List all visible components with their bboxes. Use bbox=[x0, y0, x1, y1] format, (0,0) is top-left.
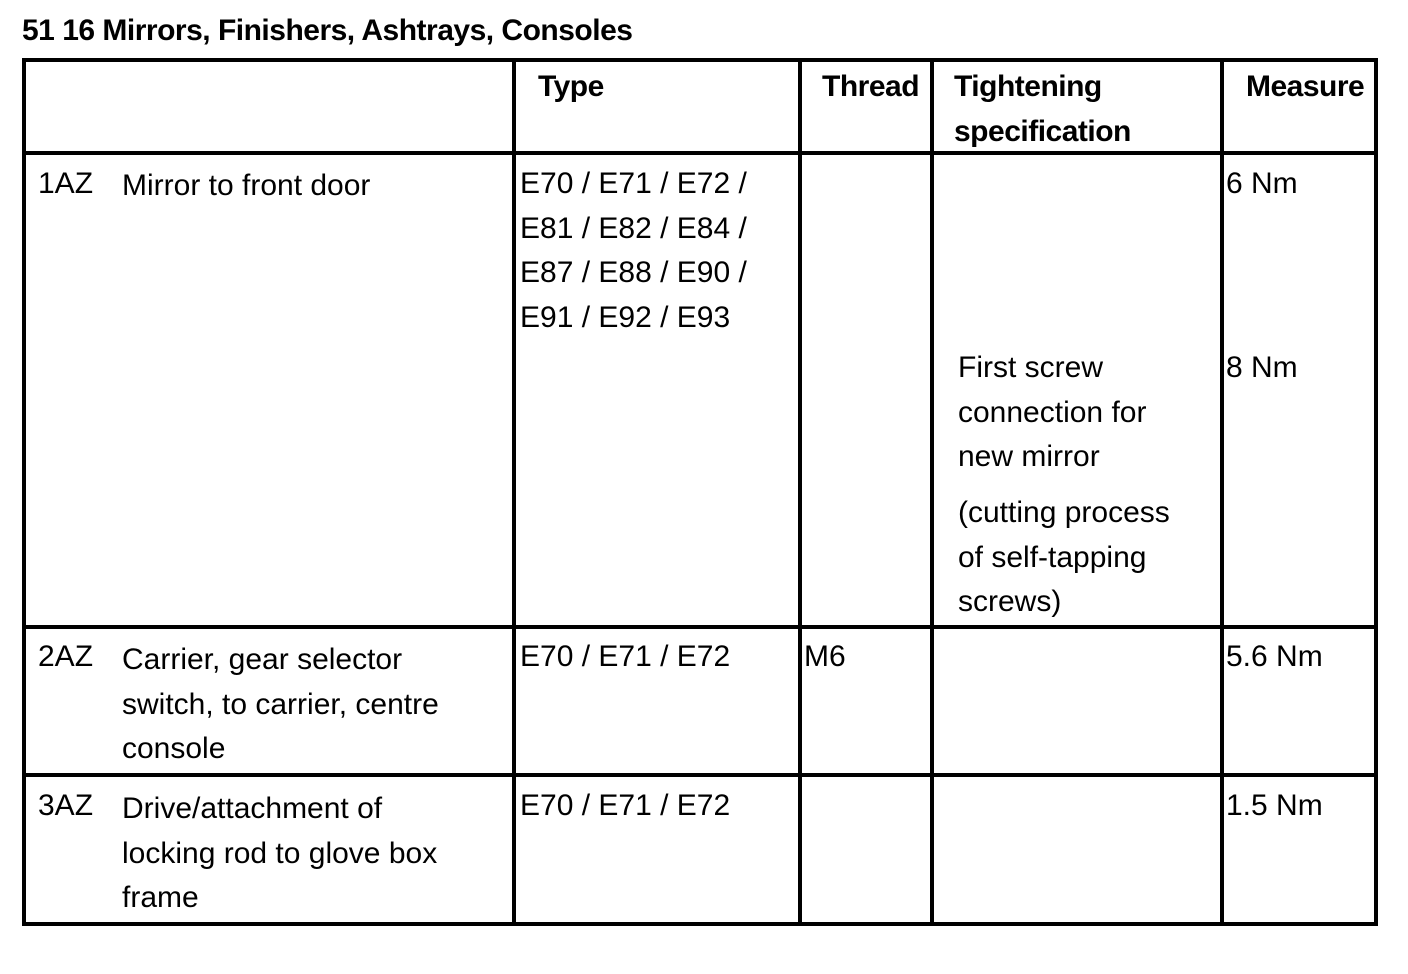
row-type: E70 / E71 / E72 bbox=[520, 640, 731, 673]
row-measure: 6 Nm bbox=[1226, 167, 1298, 200]
torque-spec-table bbox=[22, 58, 1378, 926]
header-thread: Thread bbox=[822, 70, 920, 103]
column-divider bbox=[930, 62, 934, 922]
column-divider bbox=[512, 62, 516, 922]
row-measure: 1.5 Nm bbox=[1226, 789, 1323, 822]
column-divider bbox=[798, 62, 802, 922]
row-description bbox=[122, 638, 439, 772]
row-code: 3AZ bbox=[38, 789, 94, 822]
spec-line: First screw bbox=[958, 351, 1103, 384]
description-line: locking rod to glove box bbox=[122, 836, 438, 870]
row-type bbox=[520, 162, 747, 340]
row-divider bbox=[26, 773, 1374, 777]
header-type: Type bbox=[538, 70, 604, 103]
description-line: Carrier, gear selector bbox=[122, 643, 403, 676]
column-divider bbox=[1220, 62, 1224, 922]
row-thread: M6 bbox=[804, 640, 846, 673]
spec-line: of self-tapping bbox=[958, 540, 1147, 574]
type-line: E91 / E92 / E93 bbox=[520, 300, 731, 334]
description-line: Drive/attachment of bbox=[122, 792, 383, 825]
description-line: frame bbox=[122, 881, 199, 914]
row-code: 1AZ bbox=[38, 167, 94, 200]
row-spec bbox=[958, 346, 1146, 480]
type-line: E87 / E88 / E90 / bbox=[520, 256, 747, 289]
row-description: Mirror to front door bbox=[122, 169, 371, 202]
row-type: E70 / E71 / E72 bbox=[520, 789, 731, 822]
description-line: console bbox=[122, 732, 226, 765]
spec-line: (cutting process bbox=[958, 496, 1170, 529]
type-line: E70 / E71 / E72 / bbox=[520, 167, 747, 200]
spec-line: screws) bbox=[958, 585, 1062, 618]
row-measure: 5.6 Nm bbox=[1226, 640, 1323, 673]
header-spec-line: specification bbox=[954, 114, 1131, 148]
row-spec-note bbox=[958, 491, 1170, 625]
row-code: 2AZ bbox=[38, 640, 94, 673]
header-tightening-specification bbox=[954, 65, 1131, 154]
type-line: E81 / E82 / E84 / bbox=[520, 211, 747, 245]
description-line: switch, to carrier, centre bbox=[122, 687, 439, 721]
row-description bbox=[122, 787, 437, 921]
row-divider bbox=[26, 151, 1374, 155]
row-measure: 8 Nm bbox=[1226, 351, 1298, 384]
page-title: 51 16 Mirrors, Finishers, Ashtrays, Consoles bbox=[22, 14, 633, 47]
row-divider bbox=[26, 625, 1374, 629]
spec-line: new mirror bbox=[958, 440, 1100, 473]
header-measure: Measure bbox=[1246, 70, 1365, 103]
header-spec-line: Tightening bbox=[954, 70, 1102, 103]
spec-line: connection for bbox=[958, 395, 1147, 429]
